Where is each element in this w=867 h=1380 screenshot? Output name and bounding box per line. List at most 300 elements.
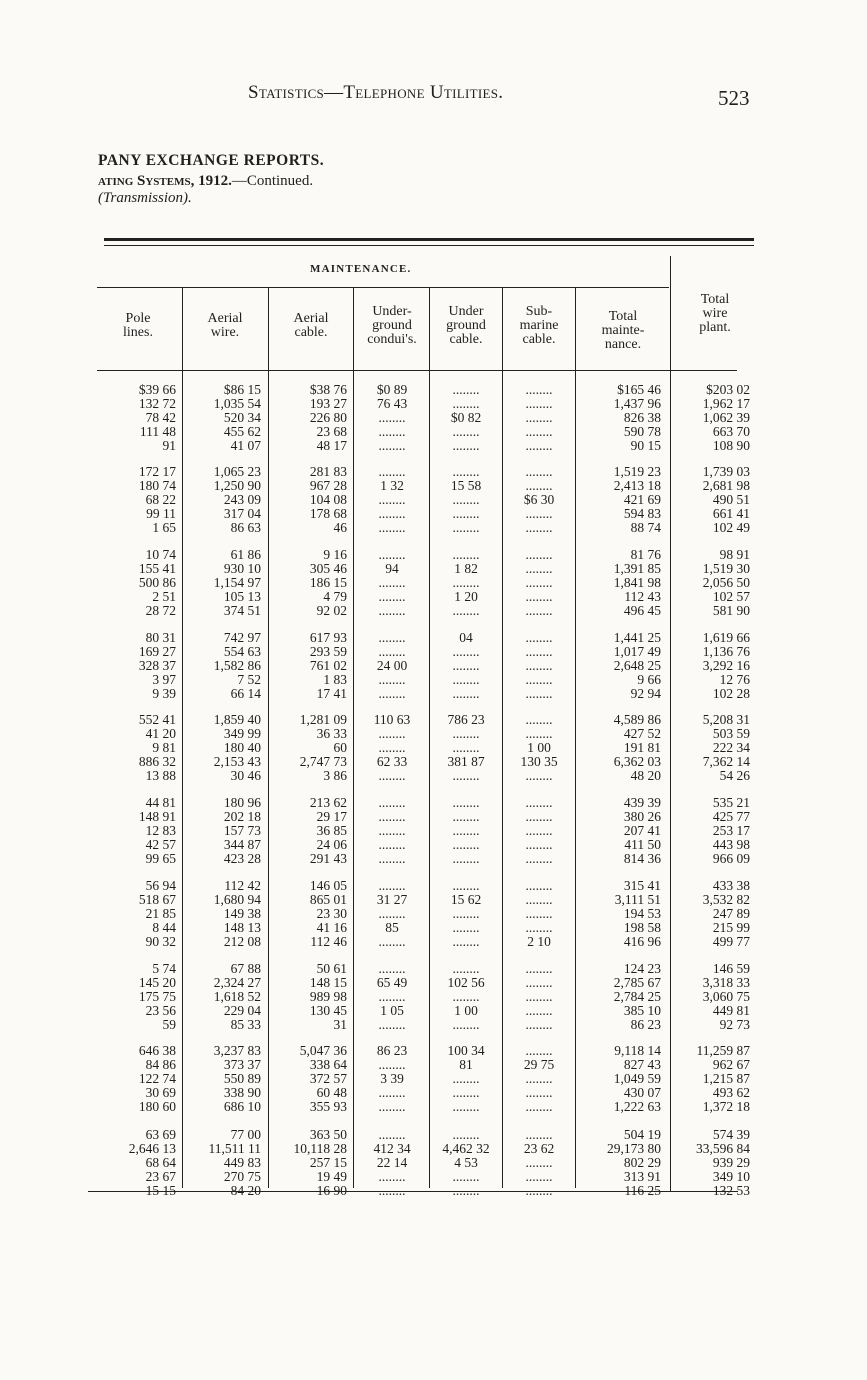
table-cell-value: 86 63 xyxy=(230,519,261,535)
table-cell-value: 663 70 xyxy=(712,423,750,439)
col-rule-6 xyxy=(575,288,576,1188)
table-cell-value: ........ xyxy=(452,547,480,562)
table-cell-value: ........ xyxy=(378,822,406,838)
table-cell-value: ........ xyxy=(452,1070,480,1086)
table-cell-value: 92 73 xyxy=(719,1016,750,1032)
table-cell-value: 590 78 xyxy=(623,423,661,439)
table-cell-value: 29 75 xyxy=(523,1056,555,1072)
cell-total-wire xyxy=(666,1128,750,1197)
cell-pole xyxy=(106,631,176,700)
table-cell-value: 1,035 54 xyxy=(213,395,261,411)
table-cell-value: $165 46 xyxy=(617,382,661,397)
table-cell-value: 24 06 xyxy=(316,836,347,852)
table-cell-value: 42 57 xyxy=(145,836,176,852)
table-cell-value: 81 xyxy=(459,1056,473,1072)
cell-aerial-cable xyxy=(269,465,347,534)
header-line: Sub- xyxy=(525,304,553,319)
table-cell-value: 886 32 xyxy=(138,753,176,769)
table-cell-value: 814 36 xyxy=(623,850,661,866)
table-cell-value: 552 41 xyxy=(138,712,176,727)
table-cell-value: 293 59 xyxy=(309,643,347,659)
table-cell-value: 68 22 xyxy=(145,491,176,507)
table-cell-value: 1,437 96 xyxy=(613,395,661,411)
table-cell-value: 1,619 66 xyxy=(702,630,750,645)
table-cell-value: 3,318 33 xyxy=(702,974,750,990)
table-cell-value: 1,049 59 xyxy=(613,1070,661,1086)
header-line: ground xyxy=(372,317,412,333)
cell-submarine xyxy=(504,713,574,782)
table-cell-value: 85 xyxy=(385,919,399,935)
table-cell-value: 148 91 xyxy=(138,808,176,824)
table-cell-value: 84 86 xyxy=(145,1056,176,1072)
table-cell-value: ........ xyxy=(452,905,480,921)
table-cell-value: ........ xyxy=(452,961,480,976)
table-cell-value: 349 10 xyxy=(712,1168,750,1184)
table-cell-value: 338 64 xyxy=(309,1056,347,1072)
table-cell-value: 518 67 xyxy=(138,891,176,907)
table-cell-value: ........ xyxy=(525,519,553,535)
header-line: plant. xyxy=(699,319,731,335)
table-cell-value: 80 31 xyxy=(145,630,176,645)
table-cell-value: ........ xyxy=(525,464,553,479)
cell-aerial-cable xyxy=(269,962,347,1031)
table-cell-value: 36 33 xyxy=(316,725,347,741)
cell-ug-cable xyxy=(431,962,501,1031)
table-cell-value: ........ xyxy=(525,685,553,701)
table-cell-value: ........ xyxy=(525,1070,553,1086)
table-cell-value: ........ xyxy=(452,1098,480,1114)
table-cell-value: 1,519 23 xyxy=(613,464,661,479)
table-cell-value: 48 17 xyxy=(316,437,347,453)
table-cell-value: 102 28 xyxy=(712,685,750,701)
table-cell-value: 36 85 xyxy=(316,822,347,838)
table-cell-value: ........ xyxy=(452,1182,480,1198)
table-cell-value: ........ xyxy=(452,491,480,507)
cell-pole xyxy=(106,383,176,452)
table-cell-value: ........ xyxy=(378,836,406,852)
table-cell-value: 646 38 xyxy=(138,1043,176,1058)
table-cell-value: ........ xyxy=(452,988,480,1004)
table-cell-value: 9,118 14 xyxy=(614,1043,661,1058)
header-line: marine xyxy=(519,317,559,333)
table-cell-value: 169 27 xyxy=(138,643,176,659)
table-cell-value: ........ xyxy=(378,1168,406,1184)
table-cell-value: 686 10 xyxy=(223,1098,261,1114)
table-cell-value: ........ xyxy=(525,1168,553,1184)
table-cell-value: 1,250 90 xyxy=(213,477,261,493)
table-cell-value: 372 57 xyxy=(309,1070,347,1086)
table-cell-value: ........ xyxy=(378,739,406,755)
cell-ug-cable xyxy=(431,465,501,534)
table-cell-value: 91 xyxy=(162,437,176,453)
table-cell-value: 207 41 xyxy=(623,822,661,838)
table-cell-value: 99 65 xyxy=(145,850,176,866)
table-cell-value: ........ xyxy=(525,891,553,907)
table-cell-value: 122 74 xyxy=(138,1070,176,1086)
header-line: Aerial xyxy=(293,311,329,326)
table-cell-value: ........ xyxy=(452,423,480,439)
cell-submarine xyxy=(504,962,574,1031)
cell-submarine xyxy=(504,631,574,700)
table-cell-value: ........ xyxy=(525,1182,553,1198)
cell-total-wire xyxy=(666,548,750,617)
table-cell-value: ........ xyxy=(525,878,553,893)
table-cell-value: 826 38 xyxy=(623,409,661,425)
table-cell-value: 574 39 xyxy=(712,1127,750,1142)
table-cell-value: 503 59 xyxy=(712,725,750,741)
table-cell-value: 373 37 xyxy=(223,1056,261,1072)
table-cell-value: 1,859 40 xyxy=(213,712,261,727)
table-cell-value: 19 49 xyxy=(316,1168,347,1184)
table-cell-value: ........ xyxy=(525,657,553,673)
cell-aerial-wire xyxy=(183,465,261,534)
table-cell-value: 112 46 xyxy=(310,933,347,949)
cell-ug-conduit xyxy=(356,548,428,617)
table-cell-value: ........ xyxy=(525,1084,553,1100)
table-cell-value: 11,511 11 xyxy=(208,1140,261,1156)
table-cell-value: $38 76 xyxy=(309,382,347,397)
table-cell-value: ........ xyxy=(525,988,553,1004)
table-cell-value: 4,589 86 xyxy=(613,712,661,727)
table-cell-value: ........ xyxy=(452,1016,480,1032)
table-cell-value: 433 38 xyxy=(712,878,750,893)
col-rule-3 xyxy=(353,288,354,1188)
cell-total-wire xyxy=(666,962,750,1031)
table-cell-value: 212 08 xyxy=(223,933,261,949)
table-cell-value: 962 67 xyxy=(712,1056,750,1072)
cell-pole xyxy=(106,465,176,534)
table-cell-value: 455 62 xyxy=(223,423,261,439)
table-cell-value: 967 28 xyxy=(309,477,347,493)
table-cell-value: 130 45 xyxy=(309,1002,347,1018)
table-cell-value: 24 00 xyxy=(376,657,408,673)
table-cell-value: ........ xyxy=(378,808,406,824)
table-cell-value: ........ xyxy=(452,382,480,397)
table-cell-value: ........ xyxy=(525,395,553,411)
cell-total-wire xyxy=(666,383,750,452)
header-line: Pole xyxy=(125,311,151,326)
cell-total-maint xyxy=(577,713,661,782)
table-cell-value: ........ xyxy=(378,643,406,659)
cell-pole xyxy=(106,1044,176,1113)
table-cell-value: ........ xyxy=(378,671,406,687)
cell-pole xyxy=(106,1128,176,1197)
cell-aerial-wire xyxy=(183,1044,261,1113)
table-cell-value: 102 56 xyxy=(447,974,485,990)
cell-total-maint xyxy=(577,631,661,700)
table-cell-value: 146 59 xyxy=(712,961,750,976)
table-cell-value: 124 23 xyxy=(623,961,661,976)
table-cell-value: ........ xyxy=(525,795,553,810)
table-cell-value: ........ xyxy=(525,437,553,453)
table-cell-value: 111 48 xyxy=(139,423,176,439)
continued-title-systems: ating Systems, 1912. xyxy=(98,173,232,189)
table-cell-value: ........ xyxy=(378,423,406,439)
table-cell-value: 59 xyxy=(162,1016,176,1032)
table-cell-value: $39 66 xyxy=(138,382,176,397)
table-cell-value: 226 80 xyxy=(309,409,347,425)
cell-submarine xyxy=(504,1044,574,1113)
table-cell-value: 84 20 xyxy=(230,1182,261,1198)
table-cell-value: 581 90 xyxy=(712,602,750,618)
table-cell-value: ........ xyxy=(525,767,553,783)
table-cell-value: 6,362 03 xyxy=(613,753,661,769)
table-cell-value: 88 74 xyxy=(630,519,661,535)
table-cell-value: 344 87 xyxy=(223,836,261,852)
table-cell-value: 86 23 xyxy=(630,1016,661,1032)
table-cell-value: 4 79 xyxy=(323,588,347,604)
table-cell-value: 17 41 xyxy=(316,685,347,701)
table-cell-value: 48 20 xyxy=(630,767,661,783)
table-cell-value: 41 07 xyxy=(230,437,261,453)
cell-submarine xyxy=(504,879,574,948)
cell-aerial-cable xyxy=(269,796,347,865)
table-cell-value: 50 61 xyxy=(316,961,347,976)
table-cell-value: 110 63 xyxy=(373,712,411,727)
table-cell-value: 33,596 84 xyxy=(696,1140,750,1156)
cell-ug-conduit xyxy=(356,713,428,782)
table-cell-value: 222 34 xyxy=(712,739,750,755)
table-cell-value: 1,680 94 xyxy=(213,891,261,907)
table-cell-value: 62 33 xyxy=(376,753,408,769)
table-cell-value: ........ xyxy=(378,1127,406,1142)
cell-aerial-cable xyxy=(269,548,347,617)
table-cell-value: ........ xyxy=(525,382,553,397)
cell-total-maint xyxy=(577,1044,661,1113)
table-cell-value: ........ xyxy=(452,878,480,893)
table-cell-value: 535 21 xyxy=(712,795,750,810)
table-cell-value: 11,259 87 xyxy=(696,1043,750,1058)
cell-total-wire xyxy=(666,631,750,700)
table-cell-value: ........ xyxy=(452,643,480,659)
table-cell-value: 16 90 xyxy=(316,1182,347,1198)
table-cell-value: ........ xyxy=(378,1016,406,1032)
cell-submarine xyxy=(504,796,574,865)
cell-pole xyxy=(106,713,176,782)
table-cell-value: 349 99 xyxy=(223,725,261,741)
cell-aerial-wire xyxy=(183,1128,261,1197)
header-line: mainte- xyxy=(601,322,645,338)
table-cell-value: 180 40 xyxy=(223,739,261,755)
cell-aerial-cable xyxy=(269,631,347,700)
table-cell-value: 98 91 xyxy=(719,547,750,562)
table-cell-value: 2,153 43 xyxy=(213,753,261,769)
header-total-maintenance xyxy=(578,310,668,352)
table-cell-value: 1 82 xyxy=(454,560,478,576)
table-cell-value: ........ xyxy=(525,671,553,687)
cell-total-maint xyxy=(577,548,661,617)
table-cell-value: 427 52 xyxy=(623,725,661,741)
table-cell-value: 425 77 xyxy=(712,808,750,824)
table-cell-value: ........ xyxy=(452,767,480,783)
cell-total-wire xyxy=(666,1044,750,1113)
table-cell-value: 363 50 xyxy=(309,1127,347,1142)
table-cell-value: 215 99 xyxy=(712,919,750,935)
table-cell-value: 148 15 xyxy=(309,974,347,990)
header-aerial-cable xyxy=(272,312,350,340)
table-cell-value: ........ xyxy=(378,588,406,604)
table-cell-value: 2 10 xyxy=(527,933,551,949)
table-cell-value: 186 15 xyxy=(309,574,347,590)
cell-ug-cable xyxy=(431,796,501,865)
table-cell-value: ........ xyxy=(525,477,553,493)
table-cell-value: 385 10 xyxy=(623,1002,661,1018)
table-cell-value: ........ xyxy=(378,767,406,783)
header-line: wire. xyxy=(210,324,240,340)
table-cell-value: 130 35 xyxy=(520,753,558,769)
table-cell-value: 2,747 73 xyxy=(299,753,347,769)
table-cell-value: ........ xyxy=(452,602,480,618)
cell-pole xyxy=(106,548,176,617)
table-cell-value: 04 xyxy=(459,630,473,645)
table-cell-value: 213 62 xyxy=(309,795,347,810)
table-cell-value: 617 93 xyxy=(309,630,347,645)
table-cell-value: ........ xyxy=(452,795,480,810)
table-cell-value: 21 85 xyxy=(145,905,176,921)
table-cell-value: ........ xyxy=(525,822,553,838)
table-cell-value: 22 14 xyxy=(376,1154,408,1170)
cell-total-maint xyxy=(577,796,661,865)
table-cell-value: ........ xyxy=(525,574,553,590)
table-cell-value: 191 81 xyxy=(623,739,661,755)
table-cell-value: 9 66 xyxy=(637,671,661,687)
table-cell-value: ........ xyxy=(378,464,406,479)
table-cell-value: 76 43 xyxy=(376,395,408,411)
table-cell-value: 281 83 xyxy=(309,464,347,479)
table-cell-value: 742 97 xyxy=(223,630,261,645)
table-cell-value: ........ xyxy=(378,437,406,453)
table-cell-value: ........ xyxy=(525,547,553,562)
table-cell-value: ........ xyxy=(378,1182,406,1198)
table-cell-value: 10 74 xyxy=(145,547,176,562)
table-cell-value: 7 52 xyxy=(237,671,261,687)
header-line: ground xyxy=(446,317,486,333)
table-cell-value: 594 83 xyxy=(623,505,661,521)
header-aerial-wire xyxy=(186,312,264,340)
table-cell-value: 305 46 xyxy=(309,560,347,576)
cell-total-wire xyxy=(666,713,750,782)
table-cell-value: 23 68 xyxy=(316,423,347,439)
table-cell-value: 172 17 xyxy=(138,464,176,479)
header-submarine-cable xyxy=(504,305,574,347)
table-cell-value: ........ xyxy=(378,933,406,949)
table-cell-value: 827 43 xyxy=(623,1056,661,1072)
header-underground-cable xyxy=(431,305,501,347)
table-cell-value: 270 75 xyxy=(223,1168,261,1184)
table-cell-value: 421 69 xyxy=(623,491,661,507)
table-cell-value: 504 19 xyxy=(623,1127,661,1142)
table-cell-value: ........ xyxy=(525,905,553,921)
table-cell-value: 2,784 25 xyxy=(613,988,661,1004)
table-cell-value: ........ xyxy=(525,588,553,604)
table-cell-value: 381 87 xyxy=(447,753,485,769)
table-cell-value: $0 82 xyxy=(450,409,482,425)
table-cell-value: 194 53 xyxy=(623,905,661,921)
table-cell-value: 439 39 xyxy=(623,795,661,810)
table-cell-value: 5,208 31 xyxy=(702,712,750,727)
table-cell-value: 9 16 xyxy=(323,547,347,562)
table-cell-value: 44 81 xyxy=(145,795,176,810)
table-cell-value: 2,646 13 xyxy=(128,1140,176,1156)
cell-ug-cable xyxy=(431,1128,501,1197)
table-cell-value: 2,413 18 xyxy=(613,477,661,493)
table-cell-value: 56 94 xyxy=(145,878,176,893)
cell-total-maint xyxy=(577,1128,661,1197)
table-cell-value: 2,056 50 xyxy=(702,574,750,590)
table-cell-value: 1 00 xyxy=(454,1002,478,1018)
col-rule-5 xyxy=(502,288,503,1188)
table-cell-value: ........ xyxy=(378,878,406,893)
cell-aerial-wire xyxy=(183,962,261,1031)
table-cell-value: 2,648 25 xyxy=(613,657,661,673)
continued-title-line1: PANY EXCHANGE REPORTS. xyxy=(98,152,325,169)
table-cell-value: 132 72 xyxy=(138,395,176,411)
table-cell-value: ........ xyxy=(525,423,553,439)
table-cell-value: ........ xyxy=(525,1127,553,1142)
table-cell-value: $203 02 xyxy=(706,382,750,397)
header-line: Under- xyxy=(372,304,412,319)
table-cell-value: 493 62 xyxy=(712,1084,750,1100)
table-cell-value: ........ xyxy=(378,850,406,866)
table-cell-value: 60 48 xyxy=(316,1084,347,1100)
table-cell-value: 66 14 xyxy=(230,685,261,701)
table-cell-value: ........ xyxy=(452,505,480,521)
table-cell-value: 178 68 xyxy=(309,505,347,521)
table-cell-value: 148 13 xyxy=(223,919,261,935)
table-cell-value: 92 02 xyxy=(316,602,347,618)
table-cell-value: 30 69 xyxy=(145,1084,176,1100)
cell-pole xyxy=(106,879,176,948)
table-cell-value: ........ xyxy=(452,657,480,673)
top-rule-thick xyxy=(104,238,754,241)
table-cell-value: 247 89 xyxy=(712,905,750,921)
table-cell-value: 374 51 xyxy=(223,602,261,618)
table-cell-value: 2,785 67 xyxy=(613,974,661,990)
table-cell-value: 802 29 xyxy=(623,1154,661,1170)
table-cell-value: ........ xyxy=(525,409,553,425)
table-cell-value: 54 26 xyxy=(719,767,750,783)
header-total-wire-plant xyxy=(672,293,758,335)
cell-pole xyxy=(106,796,176,865)
table-cell-value: 3,237 83 xyxy=(213,1043,261,1058)
header-line: cable. xyxy=(294,324,328,340)
table-cell-value: ........ xyxy=(452,671,480,687)
table-cell-value: 865 01 xyxy=(309,891,347,907)
cell-ug-conduit xyxy=(356,1044,428,1113)
cell-ug-conduit xyxy=(356,383,428,452)
header-line: lines. xyxy=(123,324,153,340)
table-cell-value: ........ xyxy=(378,1084,406,1100)
cell-total-wire xyxy=(666,465,750,534)
table-cell-value: ........ xyxy=(452,574,480,590)
cell-total-wire xyxy=(666,879,750,948)
table-cell-value: 1 65 xyxy=(152,519,176,535)
table-cell-value: 449 83 xyxy=(223,1154,261,1170)
table-cell-value: 3 39 xyxy=(380,1070,404,1086)
table-cell-value: 3 97 xyxy=(152,671,176,687)
cell-aerial-cable xyxy=(269,1044,347,1113)
continued-title-line2 xyxy=(98,173,313,190)
table-cell-value: $0 89 xyxy=(376,382,408,397)
table-cell-value: ........ xyxy=(452,933,480,949)
table-cell-value: 90 32 xyxy=(145,933,176,949)
table-cell-value: 1 00 xyxy=(527,739,551,755)
table-cell-value: $6 30 xyxy=(523,491,555,507)
table-cell-value: 229 04 xyxy=(223,1002,261,1018)
cell-ug-conduit xyxy=(356,631,428,700)
table-cell-value: 202 18 xyxy=(223,808,261,824)
table-cell-value: 939 29 xyxy=(712,1154,750,1170)
